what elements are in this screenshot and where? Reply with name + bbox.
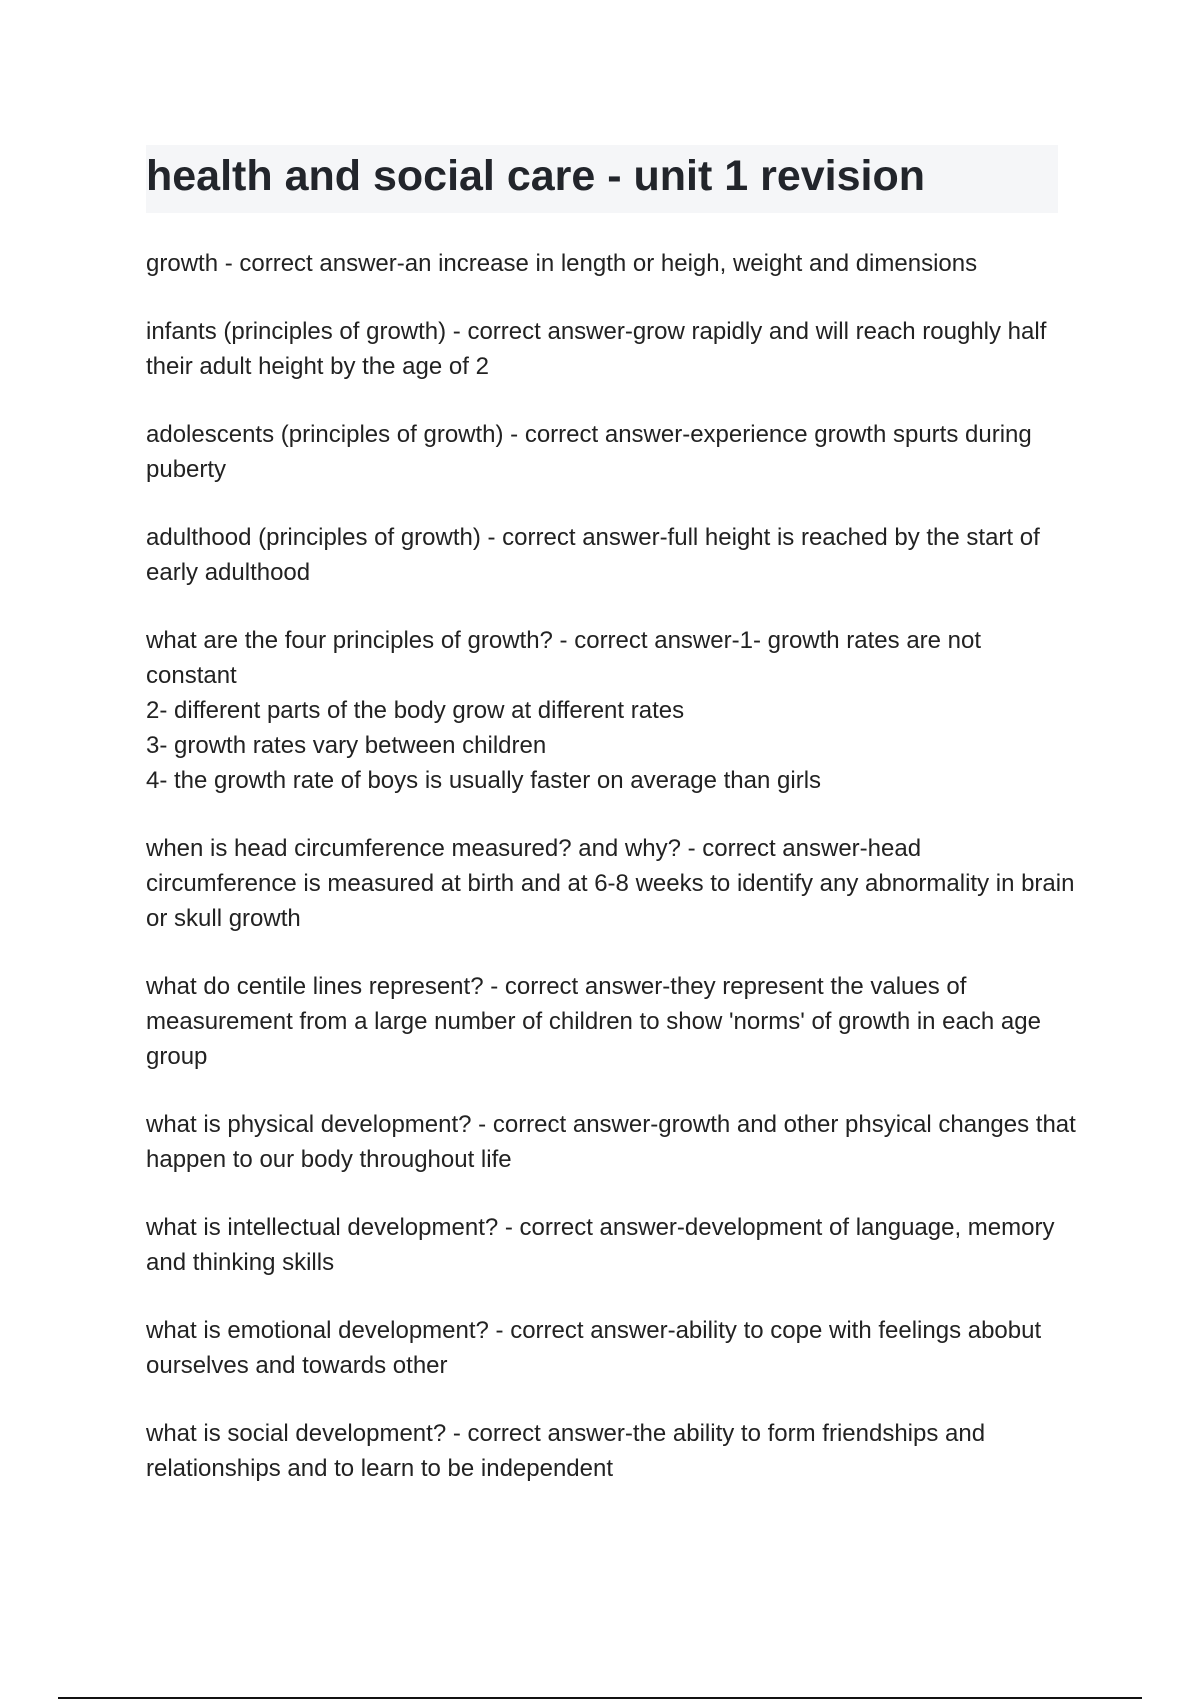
flashcard-entry-intellectual-development: what is intellectual development? - correct answer-development of language, memory and thinking skills bbox=[146, 1214, 1055, 1276]
flashcard-entry-adolescents: adolescents (principles of growth) - correct answer-experience growth spurts during puberty bbox=[146, 421, 1032, 483]
flashcard-entry-growth: growth - correct answer-an increase in length or heigh, weight and dimensions bbox=[146, 250, 978, 277]
footer-divider bbox=[58, 1697, 1142, 1699]
flashcard-entry-emotional-development: what is emotional development? - correct answer-ability to cope with feelings abobut ourselves and towards other bbox=[146, 1317, 1042, 1379]
flashcard-entry-physical-development: what is physical development? - correct answer-growth and other phsyical changes that happen to our body throughout life bbox=[146, 1111, 1076, 1173]
flashcard-entry-infants: infants (principles of growth) - correct answer-grow rapidly and will reach roughly half their adult height by the age of 2 bbox=[146, 318, 1047, 380]
flashcard-entry-social-development: what is social development? - correct answer-the ability to form friendships and relationships and to learn to be independent bbox=[146, 1420, 986, 1482]
flashcard-entry-centile-lines: what do centile lines represent? - correct answer-they represent the values of measurement from a large number of children to show 'norms' of growth in each age group bbox=[146, 973, 1041, 1070]
flashcard-entry-adulthood: adulthood (principles of growth) - correct answer-full height is reached by the start of early adulthood bbox=[146, 524, 1040, 586]
flashcard-entry-four-principles: what are the four principles of growth? - correct answer-1- growth rates are not constant 2- different parts of the body grow at different rates 3- growth rates vary between children 4- the growth rate of boys is usually faster on average than girls bbox=[146, 627, 982, 794]
title-banner bbox=[146, 145, 1058, 213]
flashcard-list bbox=[146, 246, 1076, 1519]
page-title: health and social care - unit 1 revision bbox=[146, 152, 926, 200]
flashcard-entry-head-circumference: when is head circumference measured? and why? - correct answer-head circumference is measured at birth and at 6-8 weeks to identify any abnormality in brain or skull growth bbox=[146, 835, 1075, 932]
